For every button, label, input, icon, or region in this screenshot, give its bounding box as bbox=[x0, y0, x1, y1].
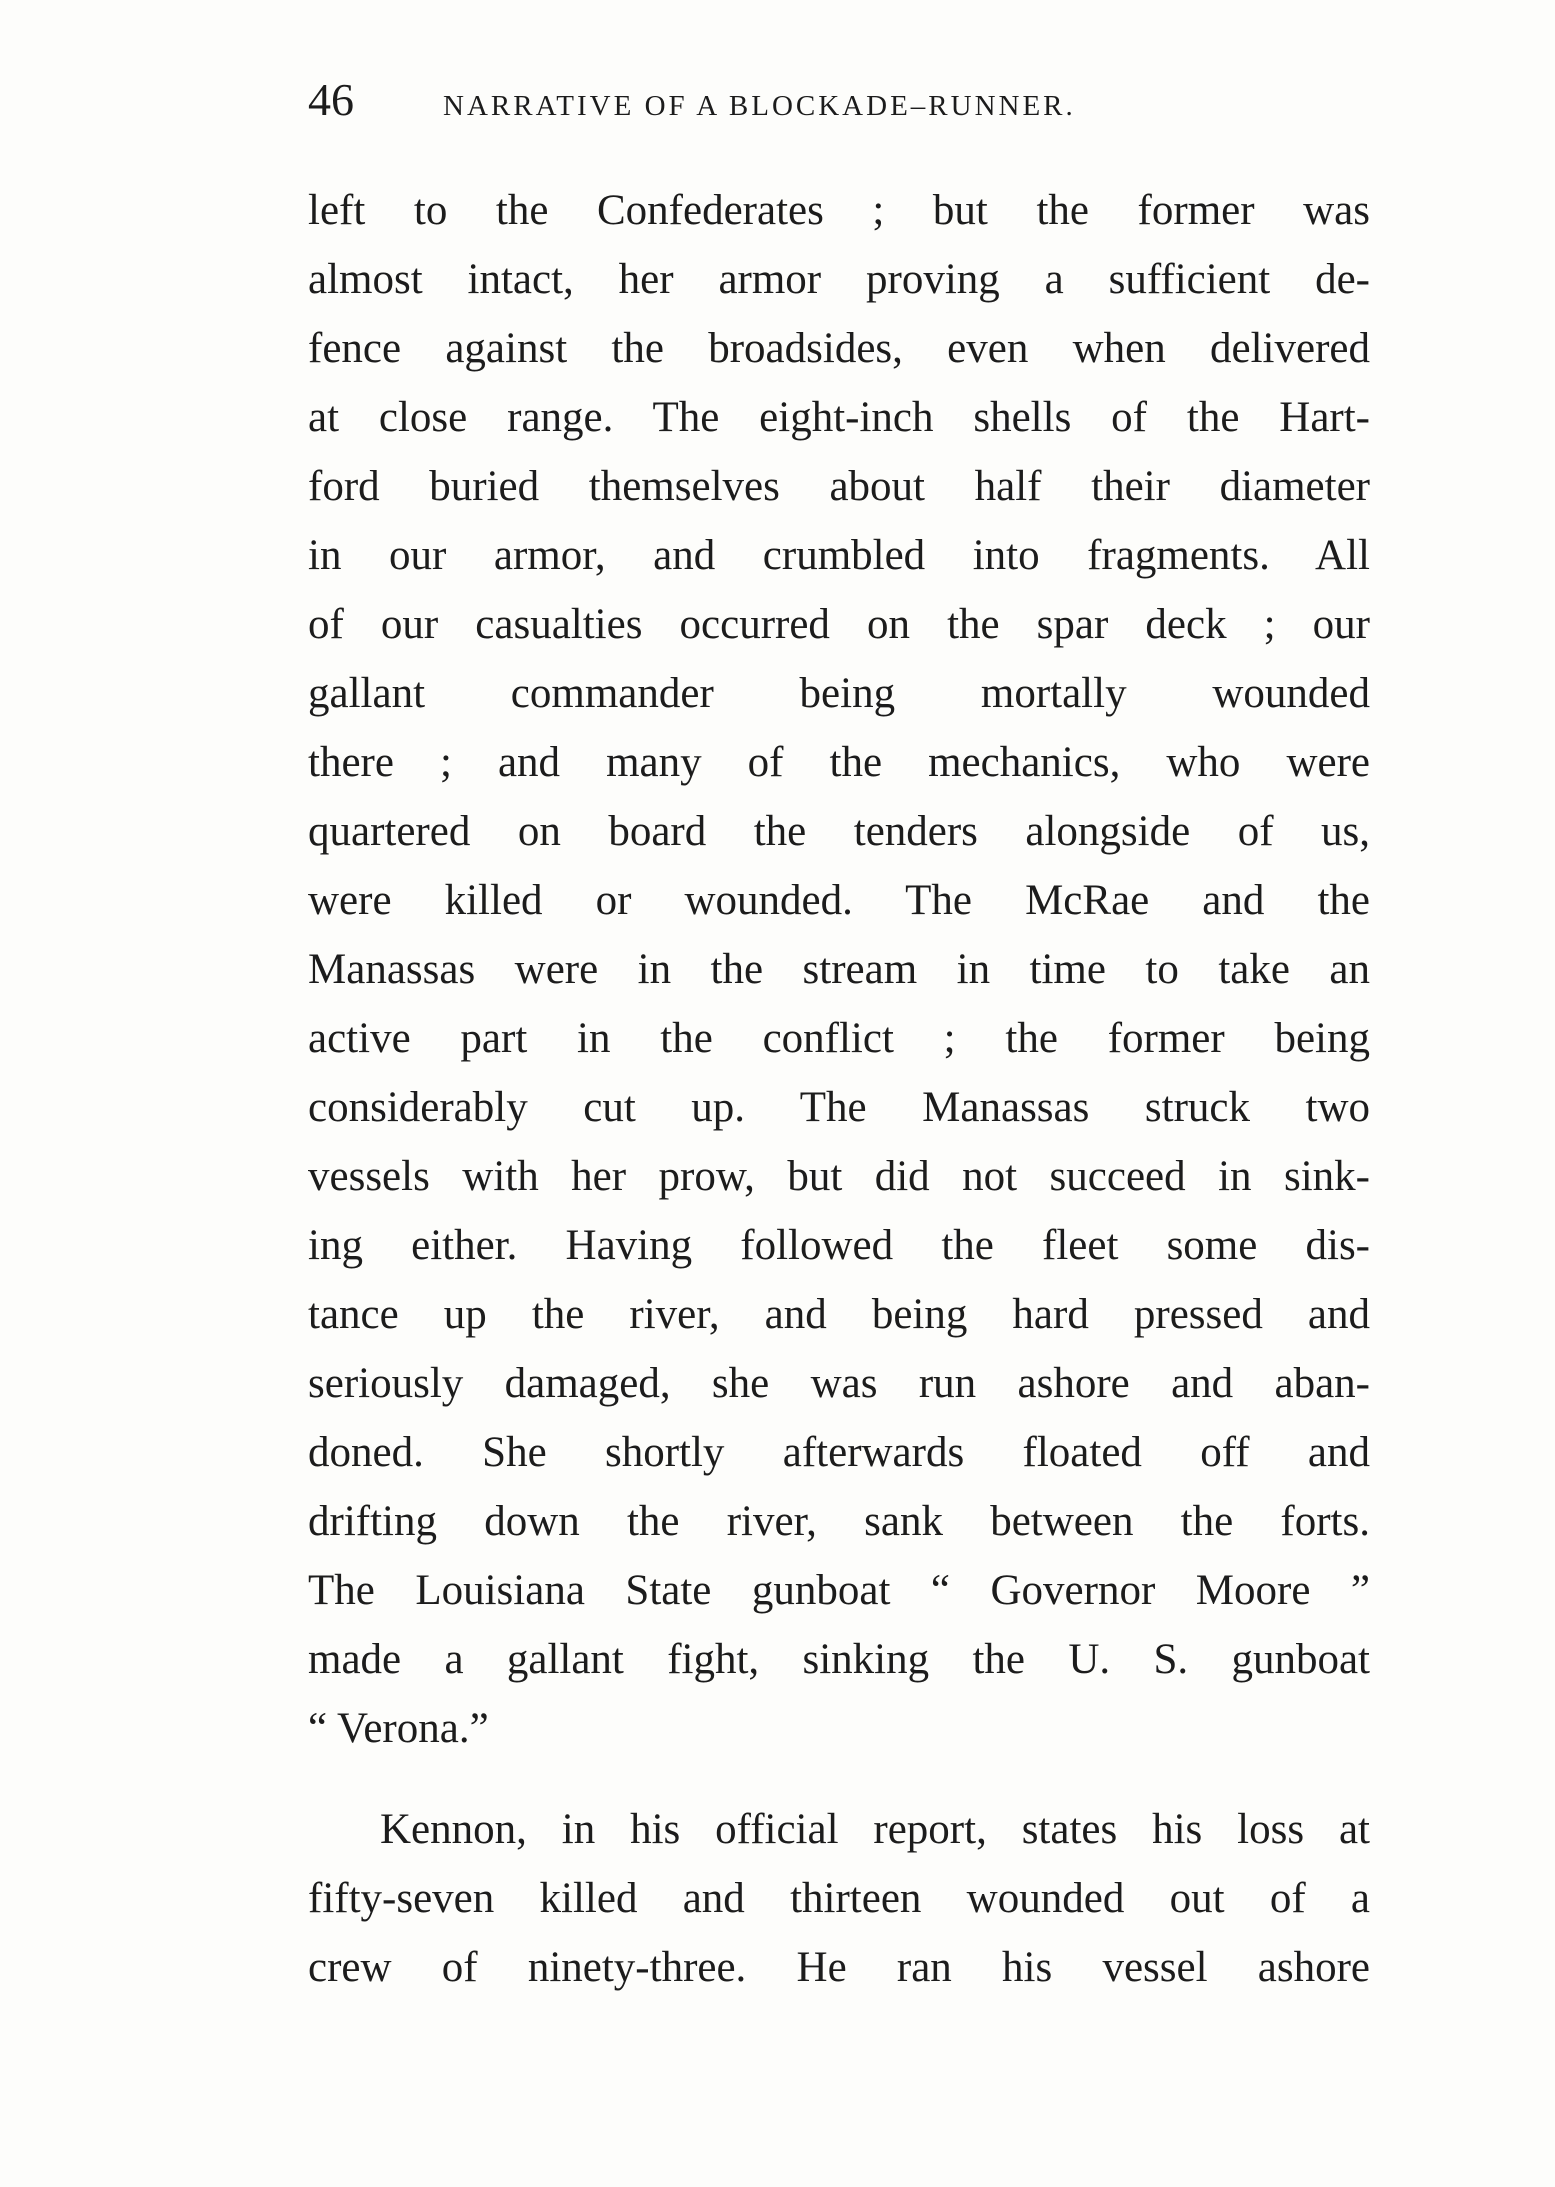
text-line: in our armor, and crumbled into fragments. All bbox=[308, 532, 1370, 579]
text-line: at close range. The eight-inch shells of the Hart- bbox=[308, 394, 1370, 441]
running-title: NARRATIVE OF A BLOCKADE–RUNNER. bbox=[443, 90, 1076, 122]
text-line: “ Verona.” bbox=[308, 1705, 489, 1752]
text-line: seriously damaged, she was run ashore and aban- bbox=[308, 1360, 1370, 1407]
text-line: were killed or wounded. The McRae and the bbox=[308, 877, 1370, 924]
paragraph-gap bbox=[308, 1763, 1370, 1795]
text-line: fence against the broadsides, even when delivered bbox=[308, 325, 1370, 372]
text-line: ford buried themselves about half their diameter bbox=[308, 463, 1370, 510]
page-header bbox=[308, 60, 1368, 140]
body-text bbox=[308, 176, 1370, 2002]
text-line: fifty-seven killed and thirteen wounded out of a bbox=[308, 1875, 1370, 1922]
text-line: ing either. Having followed the fleet some dis- bbox=[308, 1222, 1370, 1269]
text-line: The Louisiana State gunboat “ Governor Moore ” bbox=[308, 1567, 1370, 1614]
paragraph-1 bbox=[308, 176, 1370, 1763]
page-number: 46 bbox=[308, 74, 354, 125]
text-line: quartered on board the tenders alongside of us, bbox=[308, 808, 1370, 855]
text-line: left to the Confederates ; but the former was bbox=[308, 187, 1370, 234]
text-line: considerably cut up. The Manassas struck two bbox=[308, 1084, 1370, 1131]
text-line: Kennon, in his official report, states his loss at bbox=[380, 1806, 1370, 1853]
text-line: doned. She shortly afterwards floated off and bbox=[308, 1429, 1370, 1476]
text-line: vessels with her prow, but did not succeed in sink- bbox=[308, 1153, 1370, 1200]
text-line: almost intact, her armor proving a sufficient de- bbox=[308, 256, 1370, 303]
text-line: of our casualties occurred on the spar deck ; our bbox=[308, 601, 1370, 648]
text-line: drifting down the river, sank between the forts. bbox=[308, 1498, 1370, 1545]
text-line: tance up the river, and being hard pressed and bbox=[308, 1291, 1370, 1338]
text-line: made a gallant fight, sinking the U. S. gunboat bbox=[308, 1636, 1370, 1683]
text-line: gallant commander being mortally wounded bbox=[308, 670, 1370, 717]
text-line: crew of ninety-three. He ran his vessel ashore bbox=[308, 1944, 1370, 1991]
text-line: active part in the conflict ; the former being bbox=[308, 1015, 1370, 1062]
text-line: Manassas were in the stream in time to take an bbox=[308, 946, 1370, 993]
paragraph-2 bbox=[308, 1795, 1370, 2002]
text-line: there ; and many of the mechanics, who were bbox=[308, 739, 1370, 786]
